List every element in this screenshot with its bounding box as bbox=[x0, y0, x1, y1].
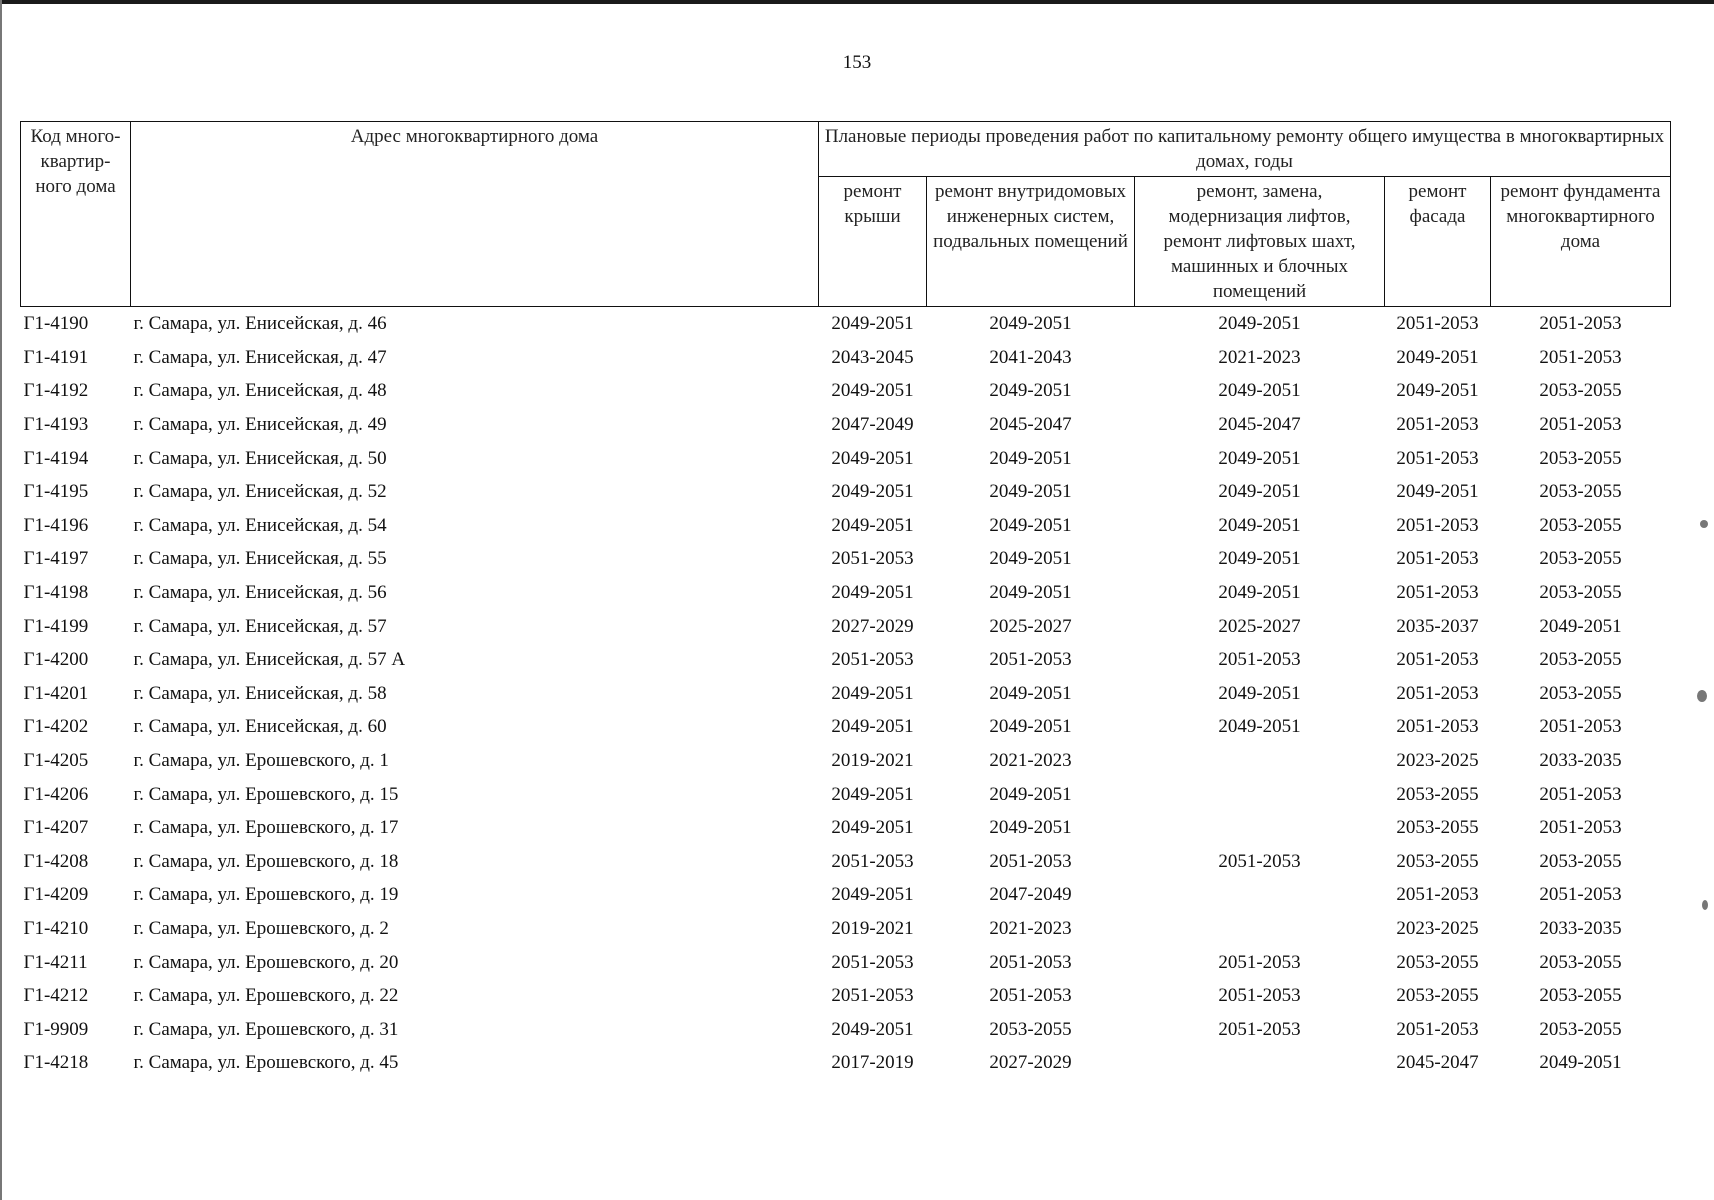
cell-roof: 2049-2051 bbox=[831, 1018, 914, 1040]
table-row bbox=[21, 677, 1671, 711]
table-row bbox=[21, 307, 1671, 341]
table-row bbox=[21, 408, 1671, 442]
cell-code: Г1-4191 bbox=[23, 346, 89, 368]
table-row bbox=[21, 979, 1671, 1013]
cell-facade: 2053-2055 bbox=[1396, 817, 1479, 839]
cell-foundation: 2053-2055 bbox=[1539, 850, 1622, 872]
cell-address: г. Самара, ул. Ерошевского, д. 20 bbox=[133, 951, 399, 973]
table-row bbox=[21, 341, 1671, 375]
cell-roof: 2019-2021 bbox=[831, 750, 914, 772]
cell-elevators: 2051-2053 bbox=[1218, 649, 1301, 671]
cell-code: Г1-4212 bbox=[23, 985, 89, 1007]
page-number: 153 bbox=[842, 52, 872, 73]
cell-code: Г1-4194 bbox=[23, 447, 89, 469]
cell-elevators: 2049-2051 bbox=[1218, 313, 1301, 335]
cell-roof: 2051-2053 bbox=[831, 649, 914, 671]
cell-roof: 2043-2045 bbox=[831, 346, 914, 368]
table-row bbox=[21, 475, 1671, 509]
cell-roof: 2051-2053 bbox=[831, 985, 914, 1007]
cell-elevators: 2049-2051 bbox=[1218, 682, 1301, 704]
cell-address: г. Самара, ул. Енисейская, д. 60 bbox=[133, 716, 387, 738]
cell-address: г. Самара, ул. Енисейская, д. 47 bbox=[133, 346, 387, 368]
cell-facade: 2051-2053 bbox=[1396, 682, 1479, 704]
cell-facade: 2049-2051 bbox=[1396, 380, 1479, 402]
cell-engineering: 2049-2051 bbox=[989, 817, 1072, 839]
cell-address: г. Самара, ул. Енисейская, д. 57 А bbox=[133, 649, 406, 671]
cell-foundation: 2051-2053 bbox=[1539, 783, 1622, 805]
cell-roof: 2047-2049 bbox=[831, 414, 914, 436]
table-row bbox=[21, 710, 1671, 744]
table-row bbox=[21, 744, 1671, 778]
cell-address: г. Самара, ул. Ерошевского, д. 31 bbox=[133, 1018, 399, 1040]
cell-engineering: 2049-2051 bbox=[989, 682, 1072, 704]
cell-foundation: 2051-2053 bbox=[1539, 346, 1622, 368]
cell-engineering: 2049-2051 bbox=[989, 514, 1072, 536]
cell-engineering: 2051-2053 bbox=[989, 850, 1072, 872]
cell-facade: 2051-2053 bbox=[1396, 582, 1479, 604]
cell-elevators: 2049-2051 bbox=[1218, 582, 1301, 604]
cell-address: г. Самара, ул. Енисейская, д. 52 bbox=[133, 481, 387, 503]
cell-elevators: 2025-2027 bbox=[1218, 615, 1301, 637]
table-row bbox=[21, 811, 1671, 845]
cell-facade: 2023-2025 bbox=[1396, 750, 1479, 772]
table-row bbox=[21, 509, 1671, 543]
cell-code: Г1-9909 bbox=[23, 1018, 89, 1040]
cell-facade: 2053-2055 bbox=[1396, 951, 1479, 973]
cell-code: Г1-4192 bbox=[23, 380, 89, 402]
cell-elevators: 2051-2053 bbox=[1218, 1018, 1301, 1040]
table-row bbox=[21, 609, 1671, 643]
cell-address: г. Самара, ул. Ерошевского, д. 17 bbox=[133, 817, 399, 839]
cell-elevators bbox=[1135, 811, 1385, 845]
cell-roof: 2049-2051 bbox=[831, 514, 914, 536]
cell-code: Г1-4199 bbox=[23, 615, 89, 637]
cell-facade: 2051-2053 bbox=[1396, 649, 1479, 671]
cell-address: г. Самара, ул. Енисейская, д. 57 bbox=[133, 615, 387, 637]
cell-engineering: 2049-2051 bbox=[989, 783, 1072, 805]
cell-engineering: 2041-2043 bbox=[989, 346, 1072, 368]
cell-code: Г1-4211 bbox=[23, 951, 88, 973]
cell-engineering: 2049-2051 bbox=[989, 548, 1072, 570]
cell-roof: 2051-2053 bbox=[831, 951, 914, 973]
cell-foundation: 2053-2055 bbox=[1539, 1018, 1622, 1040]
cell-facade: 2053-2055 bbox=[1396, 985, 1479, 1007]
cell-code: Г1-4201 bbox=[23, 682, 89, 704]
cell-address: г. Самара, ул. Енисейская, д. 55 bbox=[133, 548, 387, 570]
table-row bbox=[21, 912, 1671, 946]
cell-facade: 2051-2053 bbox=[1396, 1018, 1479, 1040]
cell-code: Г1-4210 bbox=[23, 917, 89, 939]
cell-roof: 2019-2021 bbox=[831, 917, 914, 939]
cell-code: Г1-4208 bbox=[23, 850, 89, 872]
cell-roof: 2049-2051 bbox=[831, 481, 914, 503]
cell-elevators: 2049-2051 bbox=[1218, 548, 1301, 570]
table-row bbox=[21, 374, 1671, 408]
cell-address: г. Самара, ул. Енисейская, д. 54 bbox=[133, 514, 387, 536]
cell-foundation: 2053-2055 bbox=[1539, 380, 1622, 402]
table-body bbox=[21, 307, 1671, 1080]
cell-engineering: 2021-2023 bbox=[989, 917, 1072, 939]
cell-foundation: 2053-2055 bbox=[1539, 582, 1622, 604]
cell-code: Г1-4198 bbox=[23, 582, 89, 604]
cell-foundation: 2053-2055 bbox=[1539, 951, 1622, 973]
table-row bbox=[21, 441, 1671, 475]
table-row bbox=[21, 1012, 1671, 1046]
header-code: Код много-квартир-ного дома bbox=[21, 122, 131, 307]
cell-code: Г1-4202 bbox=[23, 716, 89, 738]
cell-roof: 2049-2051 bbox=[831, 682, 914, 704]
page-left-border bbox=[0, 0, 2, 1200]
cell-code: Г1-4190 bbox=[23, 313, 89, 335]
cell-facade: 2051-2053 bbox=[1396, 716, 1479, 738]
cell-elevators: 2049-2051 bbox=[1218, 447, 1301, 469]
cell-engineering: 2025-2027 bbox=[989, 615, 1072, 637]
cell-code: Г1-4218 bbox=[23, 1052, 89, 1074]
cell-elevators bbox=[1135, 744, 1385, 778]
cell-engineering: 2021-2023 bbox=[989, 750, 1072, 772]
cell-foundation: 2033-2035 bbox=[1539, 917, 1622, 939]
cell-facade: 2051-2053 bbox=[1396, 313, 1479, 335]
cell-roof: 2049-2051 bbox=[831, 783, 914, 805]
table-row bbox=[21, 576, 1671, 610]
cell-elevators: 2049-2051 bbox=[1218, 514, 1301, 536]
cell-facade: 2051-2053 bbox=[1396, 548, 1479, 570]
cell-foundation: 2051-2053 bbox=[1539, 716, 1622, 738]
cell-roof: 2051-2053 bbox=[831, 548, 914, 570]
cell-roof: 2017-2019 bbox=[831, 1052, 914, 1074]
cell-engineering: 2051-2053 bbox=[989, 951, 1072, 973]
cell-facade: 2051-2053 bbox=[1396, 884, 1479, 906]
cell-foundation: 2053-2055 bbox=[1539, 682, 1622, 704]
cell-elevators: 2049-2051 bbox=[1218, 716, 1301, 738]
table-header bbox=[21, 122, 1671, 307]
cell-engineering: 2049-2051 bbox=[989, 380, 1072, 402]
cell-code: Г1-4209 bbox=[23, 884, 89, 906]
cell-roof: 2049-2051 bbox=[831, 447, 914, 469]
cell-foundation: 2053-2055 bbox=[1539, 985, 1622, 1007]
cell-address: г. Самара, ул. Ерошевского, д. 2 bbox=[133, 917, 389, 939]
cell-engineering: 2051-2053 bbox=[989, 985, 1072, 1007]
cell-elevators: 2051-2053 bbox=[1218, 951, 1301, 973]
cell-roof: 2049-2051 bbox=[831, 716, 914, 738]
cell-engineering: 2049-2051 bbox=[989, 313, 1072, 335]
cell-address: г. Самара, ул. Ерошевского, д. 45 bbox=[133, 1052, 399, 1074]
cell-facade: 2051-2053 bbox=[1396, 414, 1479, 436]
cell-code: Г1-4206 bbox=[23, 783, 89, 805]
cell-elevators: 2045-2047 bbox=[1218, 414, 1301, 436]
cell-address: г. Самара, ул. Ерошевского, д. 15 bbox=[133, 783, 399, 805]
header-roof: ремонт крыши bbox=[819, 177, 927, 307]
scan-speck bbox=[1700, 520, 1708, 528]
cell-roof: 2027-2029 bbox=[831, 615, 914, 637]
cell-code: Г1-4195 bbox=[23, 481, 89, 503]
header-engineering: ремонт внутридомовых инженерных систем, подвальных помещений bbox=[927, 177, 1135, 307]
scan-speck bbox=[1702, 900, 1708, 910]
cell-code: Г1-4197 bbox=[23, 548, 89, 570]
header-row-top bbox=[21, 122, 1671, 177]
cell-address: г. Самара, ул. Енисейская, д. 49 bbox=[133, 414, 387, 436]
cell-facade: 2049-2051 bbox=[1396, 346, 1479, 368]
cell-address: г. Самара, ул. Ерошевского, д. 22 bbox=[133, 985, 399, 1007]
cell-elevators: 2049-2051 bbox=[1218, 380, 1301, 402]
cell-engineering: 2027-2029 bbox=[989, 1052, 1072, 1074]
cell-address: г. Самара, ул. Ерошевского, д. 18 bbox=[133, 850, 399, 872]
cell-address: г. Самара, ул. Ерошевского, д. 19 bbox=[133, 884, 399, 906]
cell-code: Г1-4207 bbox=[23, 817, 89, 839]
cell-engineering: 2053-2055 bbox=[989, 1018, 1072, 1040]
header-planned-periods: Плановые периоды проведения работ по капитальному ремонту общего имущества в многоквартирных домах, годы bbox=[819, 122, 1671, 177]
table-row bbox=[21, 777, 1671, 811]
cell-code: Г1-4196 bbox=[23, 514, 89, 536]
cell-elevators bbox=[1135, 777, 1385, 811]
cell-foundation: 2049-2051 bbox=[1539, 1052, 1622, 1074]
cell-foundation: 2053-2055 bbox=[1539, 481, 1622, 503]
cell-engineering: 2049-2051 bbox=[989, 447, 1072, 469]
cell-roof: 2049-2051 bbox=[831, 380, 914, 402]
cell-address: г. Самара, ул. Енисейская, д. 58 bbox=[133, 682, 387, 704]
cell-foundation: 2053-2055 bbox=[1539, 514, 1622, 536]
cell-engineering: 2049-2051 bbox=[989, 481, 1072, 503]
cell-foundation: 2033-2035 bbox=[1539, 750, 1622, 772]
cell-elevators bbox=[1135, 878, 1385, 912]
cell-facade: 2053-2055 bbox=[1396, 783, 1479, 805]
cell-elevators: 2051-2053 bbox=[1218, 985, 1301, 1007]
cell-code: Г1-4193 bbox=[23, 414, 89, 436]
cell-foundation: 2051-2053 bbox=[1539, 817, 1622, 839]
table-row bbox=[21, 1046, 1671, 1080]
cell-elevators bbox=[1135, 912, 1385, 946]
cell-address: г. Самара, ул. Енисейская, д. 50 bbox=[133, 447, 387, 469]
cell-foundation: 2053-2055 bbox=[1539, 649, 1622, 671]
cell-code: Г1-4200 bbox=[23, 649, 89, 671]
table-row bbox=[21, 542, 1671, 576]
cell-foundation: 2053-2055 bbox=[1539, 548, 1622, 570]
cell-roof: 2049-2051 bbox=[831, 817, 914, 839]
header-foundation: ремонт фундамента многоквартирного дома bbox=[1491, 177, 1671, 307]
cell-foundation: 2051-2053 bbox=[1539, 414, 1622, 436]
cell-engineering: 2049-2051 bbox=[989, 716, 1072, 738]
table-row bbox=[21, 878, 1671, 912]
header-elevators: ремонт, замена, модернизация лифтов, ремонт лифтовых шахт, машинных и блочных помещений bbox=[1135, 177, 1385, 307]
cell-facade: 2053-2055 bbox=[1396, 850, 1479, 872]
cell-facade: 2051-2053 bbox=[1396, 447, 1479, 469]
scan-speck bbox=[1697, 690, 1707, 702]
cell-elevators: 2049-2051 bbox=[1218, 481, 1301, 503]
cell-roof: 2049-2051 bbox=[831, 884, 914, 906]
cell-address: г. Самара, ул. Ерошевского, д. 1 bbox=[133, 750, 389, 772]
cell-facade: 2023-2025 bbox=[1396, 917, 1479, 939]
header-facade: ремонт фасада bbox=[1385, 177, 1491, 307]
cell-address: г. Самара, ул. Енисейская, д. 56 bbox=[133, 582, 387, 604]
cell-elevators bbox=[1135, 1046, 1385, 1080]
cell-address: г. Самара, ул. Енисейская, д. 46 bbox=[133, 313, 387, 335]
cell-foundation: 2053-2055 bbox=[1539, 447, 1622, 469]
cell-code: Г1-4205 bbox=[23, 750, 89, 772]
cell-roof: 2049-2051 bbox=[831, 582, 914, 604]
cell-roof: 2051-2053 bbox=[831, 850, 914, 872]
cell-foundation: 2049-2051 bbox=[1539, 615, 1622, 637]
cell-foundation: 2051-2053 bbox=[1539, 884, 1622, 906]
cell-engineering: 2049-2051 bbox=[989, 582, 1072, 604]
cell-address: г. Самара, ул. Енисейская, д. 48 bbox=[133, 380, 387, 402]
cell-roof: 2049-2051 bbox=[831, 313, 914, 335]
cell-elevators: 2051-2053 bbox=[1218, 850, 1301, 872]
table-row bbox=[21, 945, 1671, 979]
table-row bbox=[21, 845, 1671, 879]
cell-facade: 2049-2051 bbox=[1396, 481, 1479, 503]
cell-facade: 2035-2037 bbox=[1396, 615, 1479, 637]
header-address: Адрес многоквартирного дома bbox=[131, 122, 819, 307]
cell-engineering: 2045-2047 bbox=[989, 414, 1072, 436]
cell-engineering: 2051-2053 bbox=[989, 649, 1072, 671]
cell-facade: 2051-2053 bbox=[1396, 514, 1479, 536]
repair-schedule-table bbox=[20, 121, 1671, 1080]
cell-elevators: 2021-2023 bbox=[1218, 346, 1301, 368]
page-top-border bbox=[0, 0, 1714, 4]
cell-facade: 2045-2047 bbox=[1396, 1052, 1479, 1074]
table-row bbox=[21, 643, 1671, 677]
cell-engineering: 2047-2049 bbox=[989, 884, 1072, 906]
cell-foundation: 2051-2053 bbox=[1539, 313, 1622, 335]
